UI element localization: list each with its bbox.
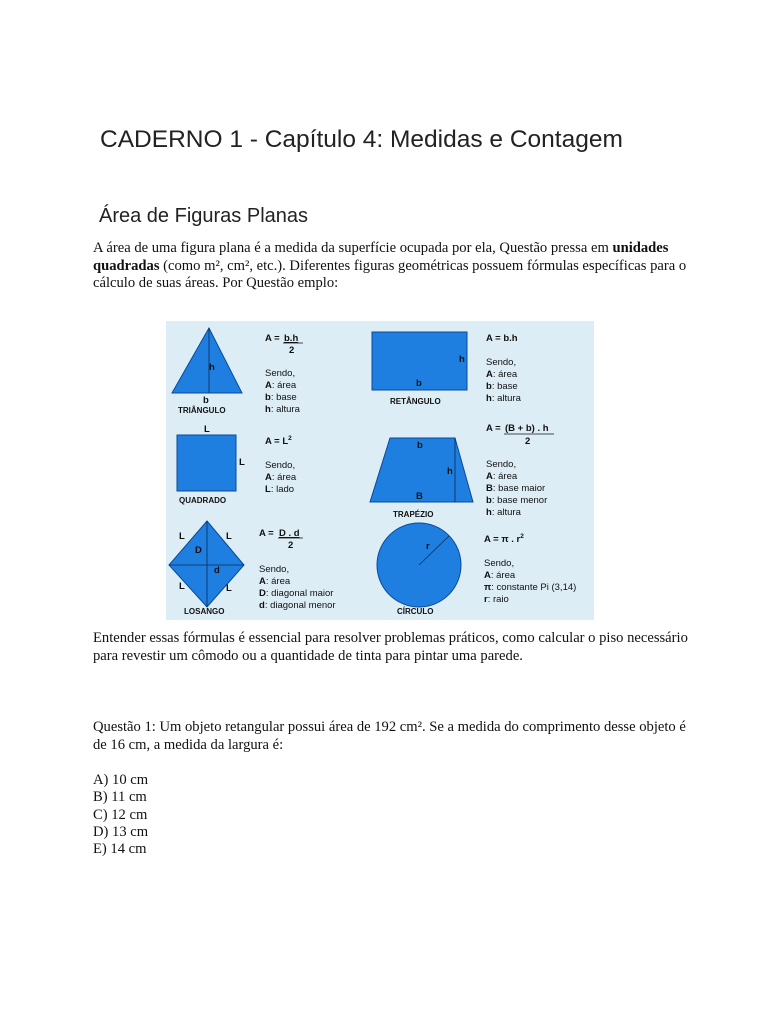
circle-def-1: π: constante Pi (3,14) [484, 582, 577, 593]
trapezoid-B-label: B [416, 491, 423, 502]
trapezoid-formula-lhs: A = [486, 423, 501, 434]
triangle-def-0: A: área [265, 380, 297, 391]
square-side-top-label: L [204, 424, 210, 435]
rectangle-def-0: A: área [486, 369, 518, 380]
rectangle-sendo: Sendo, [486, 357, 517, 368]
trapezoid-h-label: h [447, 466, 453, 477]
formulas-diagram [166, 321, 594, 620]
square-caption: QUADRADO [179, 496, 227, 505]
question-1-text: Questão 1: Um objeto retangular possui área de 192 cm². Se a medida do comprimento desse objeto é de 16 cm, a medida da largura é: [93, 719, 686, 753]
circle-sendo: Sendo, [484, 558, 515, 569]
rhombus-d-label: d [214, 565, 220, 576]
trapezoid-b-label: b [417, 440, 423, 451]
option-e: E) 14 cm [93, 841, 147, 858]
triangle-b-label: b [203, 395, 209, 406]
circle-panel [377, 523, 576, 616]
triangle-caption: TRIÂNGULO [178, 406, 226, 415]
rectangle-h-label: h [459, 354, 465, 365]
rhombus-D-label: D [195, 545, 202, 556]
area-formulas-figure [166, 321, 594, 620]
intro-bold: unidades quadradas [93, 240, 669, 274]
practical-paragraph: Entender essas fórmulas é essencial para resolver problemas práticos, como calcular o piso necessário para revestir um cômodo ou a quantidade de tinta para pintar uma parede. [93, 630, 688, 664]
circle-def-2: r: raio [484, 594, 509, 605]
intro-text-2: (como m², cm², etc.). Diferentes figuras geométricas possuem fórmulas específicas para o cálculo de suas áreas. Por Questão emplo: [93, 257, 687, 291]
triangle-formula-numerator: b.h [284, 333, 299, 344]
rectangle-def-1: b: base [486, 381, 518, 392]
trapezoid-def-1: B: base maior [486, 483, 546, 494]
triangle-sendo: Sendo, [265, 368, 296, 379]
rhombus-caption: LOSANGO [184, 607, 225, 616]
intro-text-1: A área de uma figura plana é a medida da superfície ocupada por ela, Questão pressa em [93, 240, 613, 256]
trapezoid-def-3: h: altura [486, 507, 521, 518]
rhombus-panel [169, 521, 336, 616]
rhombus-formula-lhs: A = [259, 528, 274, 539]
option-a: A) 10 cm [93, 772, 149, 788]
trapezoid-formula-denominator: 2 [525, 436, 531, 447]
triangle-formula-denominator: 2 [289, 345, 295, 356]
circle-r-label: r [426, 541, 430, 552]
rhombus-L-label-br: L [226, 583, 232, 594]
rhombus-formula-denominator: 2 [288, 540, 294, 551]
rectangle-caption: RETÂNGULO [390, 397, 441, 406]
trapezoid-caption: TRAPÉZIO [393, 510, 434, 519]
rhombus-def-0: A: área [259, 576, 291, 587]
square-panel [177, 424, 297, 505]
rhombus-L-label-tr: L [226, 531, 232, 542]
square-shape [177, 435, 236, 491]
option-d: D) 13 cm [93, 823, 149, 840]
triangle-def-2: h: altura [265, 404, 300, 415]
triangle-shape [172, 328, 242, 393]
intro-paragraph [93, 240, 693, 293]
circle-def-0: A: área [484, 570, 516, 581]
option-c: C) 12 cm [93, 806, 148, 823]
triangle-def-1: b: base [265, 392, 297, 403]
trapezoid-formula-numerator: (B + b) . h [505, 423, 549, 434]
rhombus-sendo: Sendo, [259, 564, 290, 575]
trapezoid-panel [370, 423, 554, 519]
answer-options [93, 772, 148, 858]
trapezoid-def-2: b: base menor [486, 495, 548, 506]
rhombus-formula-numerator: D . d [279, 528, 300, 539]
square-formula: $A = L^2$ [265, 435, 292, 447]
square-side-right-label: L [239, 457, 245, 468]
circle-formula: A = π . $r^2$ [484, 533, 524, 545]
triangle-formula-lhs: A = [265, 333, 280, 344]
option-b: B) 11 cm [93, 789, 147, 806]
square-def-1: L: lado [265, 484, 295, 495]
rhombus-L-label-bl: L [179, 581, 185, 592]
rectangle-b-label: b [416, 378, 422, 389]
triangle-panel [172, 328, 303, 415]
trapezoid-sendo: Sendo, [486, 459, 517, 470]
rectangle-panel [372, 332, 522, 406]
section-title: Área de Figuras Planas [99, 205, 309, 227]
document-title: CADERNO 1 - Capítulo 4: Medidas e Contagem [100, 126, 623, 153]
rhombus-L-label-tl: L [179, 531, 185, 542]
rhombus-def-2: d: diagonal menor [259, 600, 336, 611]
rectangle-def-2: h: altura [486, 393, 521, 404]
circle-caption: CÍRCULO [397, 607, 434, 616]
triangle-h-label: h [209, 362, 215, 373]
square-def-0: A: área [265, 472, 297, 483]
rhombus-def-1: D: diagonal maior [259, 588, 334, 599]
rectangle-formula: A = b.h [486, 333, 518, 344]
square-sendo: Sendo, [265, 460, 296, 471]
trapezoid-def-0: A: área [486, 471, 518, 482]
